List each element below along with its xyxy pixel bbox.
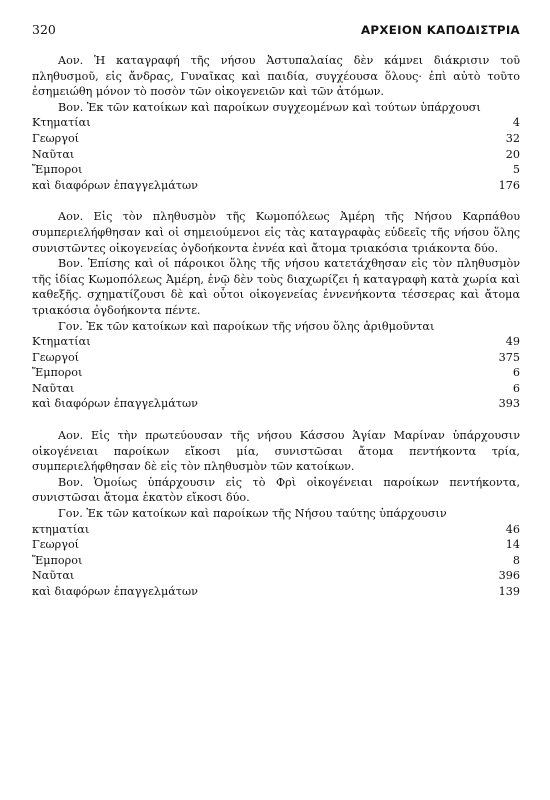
paragraph: Βον. Ἐπίσης καὶ οἱ πάροικοι ὅλης τῆς νήσου κατετάχθησαν εἰς τὸν πληθυσμὸν τῆς ἰδίας Κωμοπόλεως Ἀμέρη, ἐνῷ δὲν τοὺς διαχωρίζει ἡ καταγραφὴ κατὰ χωρία καὶ καθεξῆς. σχηματίζουσι δὲ καὶ οὗτοι οἰκογενείας ἐννενήκοντα τέσσερας καὶ ἄτομα τριακόσια ὀγδοήκοντα πέντε.	[32, 257, 520, 317]
table-row	[32, 147, 520, 163]
row-value: 4	[512, 116, 520, 130]
row-value: 176	[498, 178, 520, 192]
section-karpathos	[32, 209, 520, 412]
population-table	[32, 115, 520, 193]
population-table	[32, 334, 520, 412]
row-label: καὶ διαφόρων ἐπαγγελμάτων	[32, 397, 198, 411]
paragraph: Αον. Εἰς τὴν πρωτεύουσαν τῆς νήσου Κάσσου Ἁγίαν Μαρίναν ὑπάρχουσιν οἰκογένειαι παροίκων εἴκοσι μία, συνιστῶσαι ἄτομα πεντήκοντα τρία, συμπεριελήφθησαν δὲ εἰς τὸν πληθυσμὸν τῶν κατοίκων.	[32, 429, 520, 474]
row-label: Γεωργοί	[32, 131, 80, 145]
table-row	[32, 568, 520, 584]
row-value: 32	[505, 131, 520, 145]
row-value: 14	[505, 538, 520, 552]
row-label: Γεωργοί	[32, 538, 80, 552]
row-label: Ἔμποροι	[32, 553, 83, 567]
table-row	[32, 350, 520, 366]
row-value: 8	[512, 553, 520, 567]
table-row	[32, 396, 520, 412]
table-row	[32, 162, 520, 178]
table-heading: Γον. Ἐκ τῶν κατοίκων καὶ παροίκων τῆς Νήσου ταύτης ὑπάρχουσιν	[58, 507, 447, 521]
paragraph: Βον. Ὁμοίως ὑπάρχουσιν εἰς τὸ Φρὶ οἰκογένειαι παροίκων πεντήκοντα, συνιστῶσαι ἄτομα ἑκατὸν εἴκοσι δύο.	[32, 475, 520, 505]
table-row	[32, 178, 520, 194]
document-page	[32, 22, 520, 600]
table-row	[32, 115, 520, 131]
row-value: 139	[498, 585, 520, 598]
page-number: 320	[32, 22, 56, 37]
row-label: Ναῦται	[32, 381, 75, 395]
row-value: 375	[498, 350, 520, 364]
row-label: Γεωργοί	[32, 350, 80, 364]
row-value: 396	[498, 569, 520, 583]
row-value: 20	[505, 147, 520, 161]
row-value: 393	[498, 397, 520, 411]
row-value: 5	[512, 163, 520, 177]
row-label: καὶ διαφόρων ἐπαγγελμάτων	[32, 178, 198, 192]
row-value: 6	[512, 381, 520, 395]
paragraph: Αον. Ἡ καταγραφή τῆς νήσου Ἀστυπαλαίας δὲν κάμνει διάκρισιν τοῦ πληθυσμοῦ, εἰς ἄνδρας, Γυναῖκας καὶ παιδία, συγχέουσα ὅλους· ἐπὶ αὐτὸ τοῦτο ἐσημειώθη μόνον τὸ ποσὸν τῶν οἰκογενειῶν καὶ τῶν ἀτόμων.	[32, 54, 520, 99]
row-label: καὶ διαφόρων ἐπαγγελμάτων	[32, 585, 198, 598]
section-kasos	[32, 428, 520, 600]
table-heading: Βον. Ἐκ τῶν κατοίκων καὶ παροίκων συγχεομένων καὶ τούτων ὑπάρχουσι	[58, 100, 481, 114]
row-label: Ναῦται	[32, 569, 75, 583]
table-row	[32, 381, 520, 397]
table-row	[32, 365, 520, 381]
row-value: 6	[512, 366, 520, 380]
row-label: Ναῦται	[32, 147, 75, 161]
paragraph: Αον. Εἰς τὸν πληθυσμὸν τῆς Κωμοπόλεως Ἀμέρη τῆς Νήσου Καρπάθου συμπεριελήφθησαν καὶ οἱ σημειούμενοι εἰς τὰς καταγραφὰς εὐδεεῖς τῆς νήσου ὅλης συνιστῶντες οἰκογενείας ὀγδοήκοντα ἐννέα καὶ ἄτομα τριακόσια τριάκοντα δύο.	[32, 210, 520, 255]
row-value: 46	[505, 522, 520, 536]
row-label: κτηματίαι	[32, 522, 90, 536]
table-row	[32, 553, 520, 569]
section-astypalaia	[32, 53, 520, 193]
table-row	[32, 334, 520, 350]
row-label: Ἔμποροι	[32, 163, 83, 177]
population-table	[32, 522, 520, 600]
page-header	[32, 22, 520, 43]
table-row	[32, 131, 520, 147]
row-label: Κτηματίαι	[32, 116, 91, 130]
table-heading: Γον. Ἐκ τῶν κατοίκων καὶ παροίκων τῆς νήσου ὅλης ἀριθμοῦνται	[58, 319, 435, 333]
running-title: ΑΡΧΕΙΟΝ ΚΑΠΟΔΙΣΤΡΙΑ	[361, 23, 520, 37]
table-row	[32, 522, 520, 538]
row-label: Ἔμποροι	[32, 366, 83, 380]
row-label: Κτηματίαι	[32, 335, 91, 349]
table-row	[32, 537, 520, 553]
row-value: 49	[505, 335, 520, 349]
table-row	[32, 584, 520, 600]
